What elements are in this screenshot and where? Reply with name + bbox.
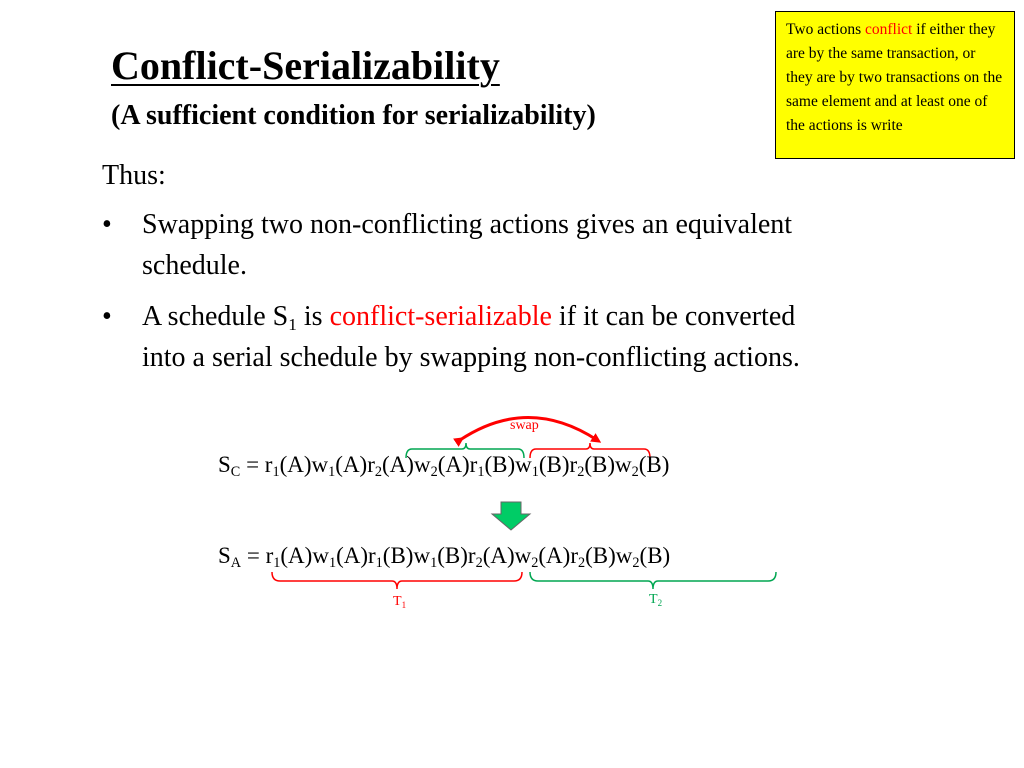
schedule-a [218,543,670,569]
bullet-text: Swapping two non-conflicting actions gives an equivalent schedule. [142,209,793,281]
bullet2-sub: 1 [288,314,297,334]
bullet2-part2: is [296,301,330,332]
schedule-c [218,452,669,478]
action: $r_2(A)$ [367,452,414,480]
bullet-dot: • [102,301,112,332]
bullet-dot: • [102,209,112,240]
action: $w_2(A)$ [514,543,571,571]
action: $w_2(B)$ [615,543,671,571]
action: $r_2(B)$ [569,452,615,480]
action: $w_2(B)$ [615,452,670,480]
action: $r_2(B)$ [570,543,616,571]
down-arrow-icon [492,502,530,530]
bullet2-part1: A schedule S [142,301,289,332]
action: $r_1(B)$ [368,543,414,571]
t2-label: $T_2$ [649,592,663,608]
highlight-conflict-serializable: conflict-serializable [329,301,552,332]
equals-sign: = [241,543,266,568]
action: $w_1(A)$ [311,452,368,480]
brace-red-bottom [272,572,522,589]
action: $r_2(A)$ [467,543,515,571]
action: $r_1(A)$ [265,543,313,571]
slide-title: Conflict-Serializability [111,43,500,88]
schedule-name-sub: A [230,554,242,571]
action: $r_1(A)$ [264,452,312,480]
schedule-name: S [218,543,231,568]
action: $w_1(B)$ [413,543,468,571]
schedule-name-sub: C [230,463,241,480]
note-highlight-conflict: conflict [864,21,913,38]
t1-label: $T_1$ [393,594,407,610]
note-text-start: Two actions [786,21,865,38]
thus-label: Thus: [102,160,166,191]
slide-subtitle: (A sufficient condition for serializability) [111,100,596,131]
equals-sign: = [240,452,265,477]
note-text-end: if either they are by the same transaction, or they are by two transactions on the same element and at least one of the actions is write [786,21,1003,134]
swap-label: swap [510,418,539,433]
schedule-name: S [218,452,231,477]
action: $w_1(A)$ [312,543,368,571]
bullet2-part3: if it can be converted into a serial schedule by swapping non-conflicting actions. [142,301,800,373]
action: $w_2(A)$ [413,452,470,480]
brace-green-bottom [530,572,776,589]
action: $r_1(B)$ [469,452,516,480]
action: $w_1(B)$ [515,452,570,480]
